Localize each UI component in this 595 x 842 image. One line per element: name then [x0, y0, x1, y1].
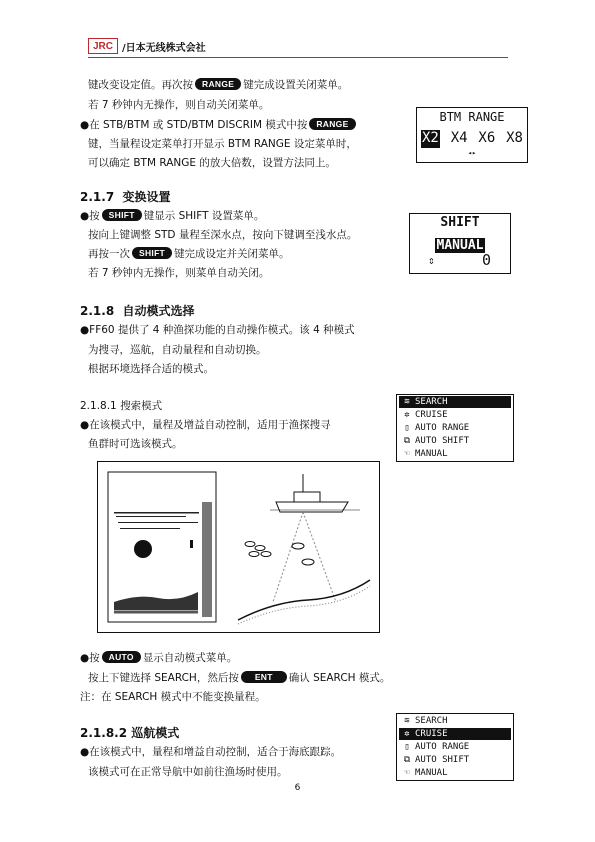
menu-item-label: CRUISE [415, 729, 448, 739]
s2182-line-2: 该模式可在正常导航中如前往渔场时使用。 [88, 766, 288, 778]
shift-mode: MANUAL [436, 238, 484, 253]
small-fish-echo [190, 540, 193, 548]
auto-key-icon: AUTO [102, 651, 141, 663]
menu-item-label: MANUAL [415, 449, 448, 459]
section-2-1-7-heading: 2.1.7 变换设置 [80, 190, 171, 204]
s218-line-3: 根据环境选择合适的模式。 [88, 363, 214, 375]
menu2-item-manual [399, 767, 511, 779]
note-line: 注：在 SEARCH 模式中不能变换量程。 [80, 691, 266, 703]
auto-line-2: 按上下键选择 SEARCH，然后按 ENT 确认 SEARCH 模式。 [88, 672, 391, 684]
menu-item-label: AUTO SHIFT [415, 755, 470, 765]
s218-line-2: 为搜寻，巡航，自动量程和自动切换。 [88, 344, 267, 356]
top-line-1: 键改变设定值。再次按 RANGE 键完成设置关闭菜单。 [88, 79, 349, 91]
menu2-item-cruise [399, 728, 511, 740]
auto-shift-icon: ⧉ [403, 755, 411, 765]
menu-item-label: AUTO RANGE [415, 742, 470, 752]
btm-option-x2: X2 [422, 130, 439, 146]
menu1-item-manual [399, 448, 511, 460]
auto-shift-icon: ⧉ [403, 436, 411, 446]
s218-line-1: ●FF60 提供了 4 种渔探功能的自动操作模式。该 4 种模式 [80, 324, 355, 336]
auto-mode-menu-search [396, 394, 514, 462]
section-2-1-8-1-heading: 2.1.8.1 搜索模式 [80, 400, 163, 412]
shift-value: 0 [482, 251, 492, 269]
search-icon: ≋ [404, 716, 410, 726]
menu-item-label: AUTO RANGE [415, 423, 470, 433]
menu2-item-search [399, 715, 511, 727]
boat-icon [270, 474, 360, 512]
menu-item-label: MANUAL [415, 768, 448, 778]
page-number: 6 [294, 783, 301, 793]
jrc-logo: JRC [88, 38, 118, 54]
btm-range-display [416, 107, 528, 163]
s217-line-1: ●按 SHIFT 键显示 SHIFT 设置菜单。 [80, 210, 265, 222]
s217-line-3: 再按一次 SHIFT 键完成设定并关闭菜单。 [88, 248, 290, 260]
top-line-2: 若 7 秒钟内无操作，则自动关闭菜单。 [88, 99, 270, 111]
fish-school-echo [134, 540, 152, 558]
menu2-item-auto-range [399, 741, 511, 753]
updown-arrow-icon: ⇕ [428, 254, 435, 267]
btm-range-options [421, 130, 523, 148]
fish-icons [245, 542, 314, 566]
menu-item-label: SEARCH [415, 397, 448, 407]
s217-line-2: 按向上键调整 STD 量程至深水点，按向下键调至浅水点。 [88, 229, 358, 241]
s217-line-4: 若 7 秒钟内无操作，则菜单自动关闭。 [88, 267, 270, 279]
sonar-beam-right [303, 512, 336, 602]
menu-item-label: AUTO SHIFT [415, 436, 470, 446]
ent-key-icon: ENT [241, 671, 287, 683]
auto-line-1: ●按 AUTO 显示自动模式菜单。 [80, 652, 238, 664]
bottom-echo [114, 592, 198, 610]
btm-option-x8: X8 [506, 130, 523, 146]
s2182-line-1: ●在该模式中，量程和增益自动控制，适合于海底跟踪。 [80, 746, 342, 758]
btm-range-title: BTM RANGE [439, 110, 505, 124]
auto-range-icon: ▯ [404, 423, 410, 433]
section-2-1-8-heading: 2.1.8 自动模式选择 [80, 304, 195, 318]
search-mode-illustration [97, 461, 380, 633]
s2181-line-2: 鱼群时可选该模式。 [88, 438, 183, 450]
menu1-item-cruise [399, 409, 511, 421]
btm-option-x4: X4 [450, 130, 468, 146]
menu1-item-search [399, 396, 511, 408]
search-icon: ≋ [404, 397, 410, 407]
header-rule [88, 57, 508, 58]
auto-range-icon: ▯ [404, 742, 410, 752]
cruise-icon: ✲ [404, 729, 410, 739]
menu1-item-auto-shift [399, 435, 511, 447]
company-name: /日本无线株式会社 [122, 43, 206, 54]
top-line-3: ●在 STB/BTM 或 STD/BTM DISCRIM 模式中按 RANGE [80, 118, 358, 132]
seabed-line [238, 580, 370, 620]
auto-mode-menu-cruise [396, 713, 514, 781]
surface-noise [114, 512, 199, 529]
top-line-5: 可以确定 BTM RANGE 的放大倍数，设置方法同上。 [88, 157, 336, 169]
range-key-icon: RANGE [195, 78, 241, 90]
s2181-line-1: ●在该模式中，量程及增益自动控制，适用于渔探搜寻 [80, 419, 331, 431]
sounder-scale-bar [202, 502, 212, 617]
manual-icon: ☜ [404, 449, 410, 459]
menu1-item-auto-range [399, 422, 511, 434]
menu-item-label: SEARCH [415, 716, 448, 726]
btm-option-x6: X6 [478, 130, 496, 146]
shift-display [409, 213, 511, 274]
shift-key-icon: SHIFT [102, 209, 142, 221]
cruise-icon: ✲ [404, 410, 410, 420]
shift-key-icon-2: SHIFT [132, 247, 172, 259]
shift-title: SHIFT [440, 215, 480, 230]
echo-sounder-illustration [98, 462, 379, 632]
menu-item-label: CRUISE [415, 410, 448, 420]
manual-icon: ☜ [404, 768, 410, 778]
range-key-icon-2: RANGE [309, 118, 355, 130]
btm-arrow-icon: ◂▸ [467, 149, 477, 157]
top-line-4: 键，当量程设定菜单打开显示 BTM RANGE 设定菜单时， [88, 138, 357, 150]
menu2-item-auto-shift [399, 754, 511, 766]
section-2-1-8-2-heading: 2.1.8.2 巡航模式 [80, 726, 180, 740]
sonar-beam-left [273, 512, 303, 602]
